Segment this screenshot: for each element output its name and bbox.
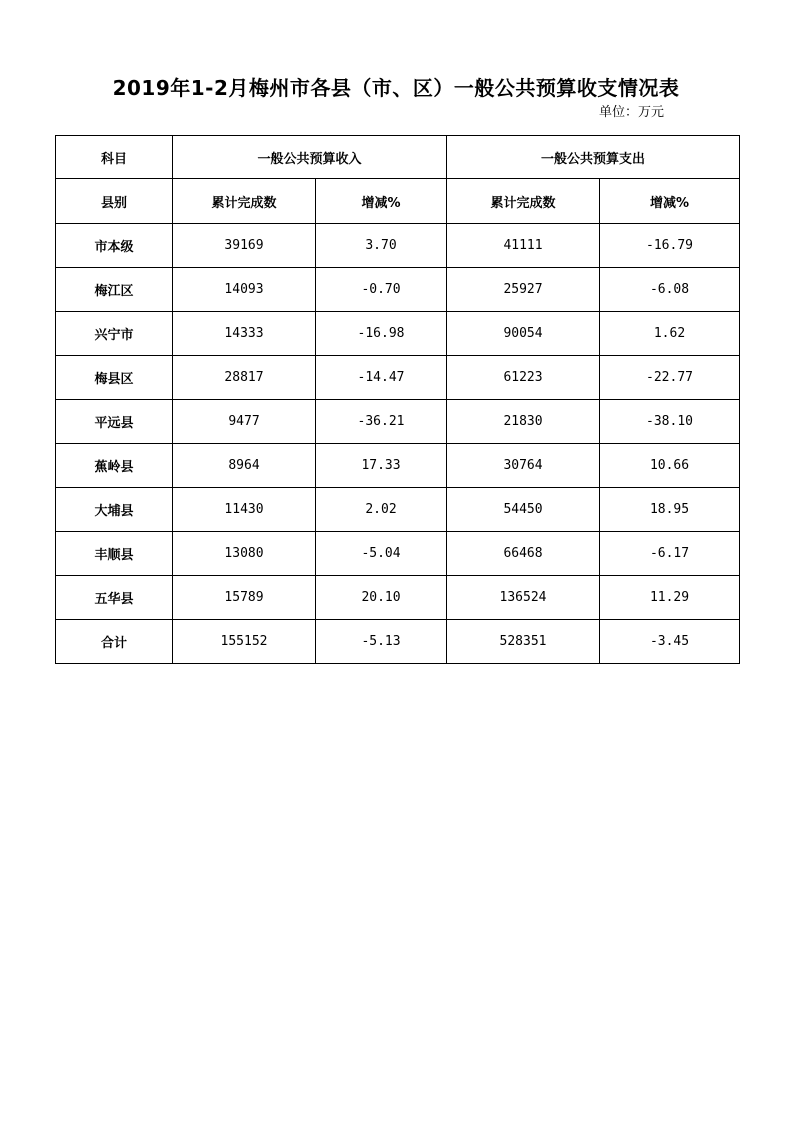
expenditure-change-cell: -16.79	[600, 224, 740, 268]
revenue-change-cell: 3.70	[316, 224, 447, 268]
table-row	[56, 224, 740, 268]
county-name-cell: 兴宁市	[56, 312, 173, 356]
table-row	[56, 312, 740, 356]
expenditure-total-cell: 528351	[447, 620, 600, 664]
expenditure-total-cell: 136524	[447, 576, 600, 620]
revenue-total-cell: 14333	[173, 312, 316, 356]
header-revenue-total: 累计完成数	[173, 179, 316, 224]
revenue-change-cell: 2.02	[316, 488, 447, 532]
table-row	[56, 576, 740, 620]
expenditure-change-cell: -22.77	[600, 356, 740, 400]
header-revenue: 一般公共预算收入	[173, 136, 447, 179]
expenditure-change-cell: 18.95	[600, 488, 740, 532]
revenue-total-cell: 8964	[173, 444, 316, 488]
table-row	[56, 532, 740, 576]
expenditure-change-cell: 10.66	[600, 444, 740, 488]
revenue-total-cell: 39169	[173, 224, 316, 268]
county-name-cell: 丰顺县	[56, 532, 173, 576]
expenditure-total-cell: 66468	[447, 532, 600, 576]
county-name-cell: 市本级	[56, 224, 173, 268]
revenue-total-cell: 11430	[173, 488, 316, 532]
county-name-cell: 合计	[56, 620, 173, 664]
header-expenditure-total: 累计完成数	[447, 179, 600, 224]
header-county: 县别	[56, 179, 173, 224]
header-expenditure-change: 增减%	[600, 179, 740, 224]
revenue-total-cell: 14093	[173, 268, 316, 312]
county-name-cell: 梅江区	[56, 268, 173, 312]
revenue-change-cell: -14.47	[316, 356, 447, 400]
revenue-total-cell: 155152	[173, 620, 316, 664]
revenue-change-cell: -5.13	[316, 620, 447, 664]
revenue-change-cell: -5.04	[316, 532, 447, 576]
revenue-change-cell: 20.10	[316, 576, 447, 620]
expenditure-total-cell: 30764	[447, 444, 600, 488]
revenue-change-cell: -16.98	[316, 312, 447, 356]
revenue-total-cell: 28817	[173, 356, 316, 400]
table-row	[56, 356, 740, 400]
unit-label: 单位：万元	[599, 105, 665, 120]
column-header-row	[56, 179, 740, 224]
table-row	[56, 268, 740, 312]
county-name-cell: 大埔县	[56, 488, 173, 532]
document-title: 2019年1-2月梅州市各县（市、区）一般公共预算收支情况表	[112, 76, 680, 100]
budget-table-body	[56, 136, 740, 664]
table-row	[56, 400, 740, 444]
expenditure-total-cell: 61223	[447, 356, 600, 400]
expenditure-change-cell: -38.10	[600, 400, 740, 444]
table-row	[56, 444, 740, 488]
expenditure-change-cell: -6.17	[600, 532, 740, 576]
county-name-cell: 梅县区	[56, 356, 173, 400]
expenditure-total-cell: 41111	[447, 224, 600, 268]
header-expenditure: 一般公共预算支出	[447, 136, 740, 179]
revenue-total-cell: 9477	[173, 400, 316, 444]
county-name-cell: 蕉岭县	[56, 444, 173, 488]
revenue-total-cell: 15789	[173, 576, 316, 620]
total-row	[56, 620, 740, 664]
expenditure-total-cell: 25927	[447, 268, 600, 312]
expenditure-change-cell: -3.45	[600, 620, 740, 664]
revenue-change-cell: -36.21	[316, 400, 447, 444]
expenditure-total-cell: 21830	[447, 400, 600, 444]
header-revenue-change: 增减%	[316, 179, 447, 224]
expenditure-change-cell: 1.62	[600, 312, 740, 356]
table-row	[56, 488, 740, 532]
header-subject: 科目	[56, 136, 173, 179]
county-name-cell: 五华县	[56, 576, 173, 620]
expenditure-change-cell: 11.29	[600, 576, 740, 620]
group-header-row	[56, 136, 740, 179]
county-name-cell: 平远县	[56, 400, 173, 444]
expenditure-change-cell: -6.08	[600, 268, 740, 312]
revenue-total-cell: 13080	[173, 532, 316, 576]
revenue-change-cell: 17.33	[316, 444, 447, 488]
revenue-change-cell: -0.70	[316, 268, 447, 312]
expenditure-total-cell: 90054	[447, 312, 600, 356]
expenditure-total-cell: 54450	[447, 488, 600, 532]
budget-table	[55, 135, 740, 664]
